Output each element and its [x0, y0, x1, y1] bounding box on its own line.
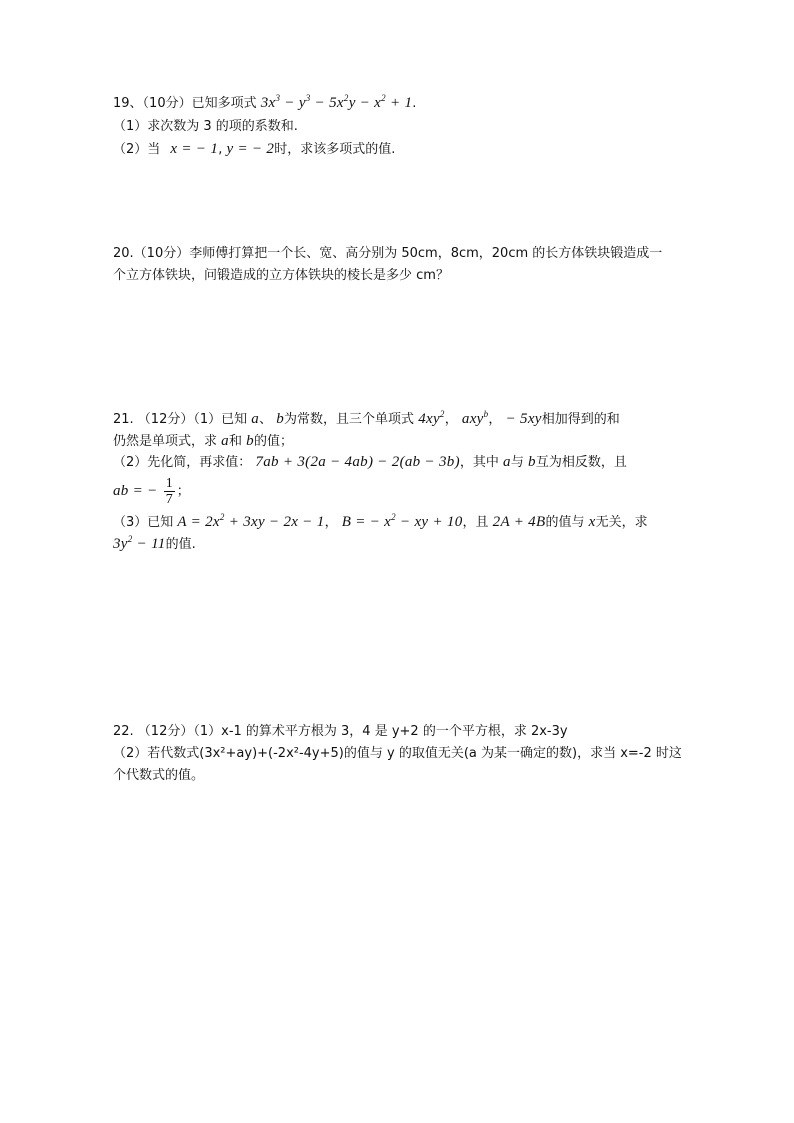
q19-polynomial: $3x^3 - y^3 - 5x^2y - x^2 + 1$ [260, 93, 413, 111]
q21-line-6: $3y^2 - 11$的值. [113, 534, 196, 552]
q21-monomial-2: axy$^b$ [461, 409, 489, 427]
q19-heading: 19、（10分）已知多项式 [113, 96, 257, 111]
q21-line-3: （2）先化简，再求值： 7ab + 3(2a − 4ab) − 2(ab − 3b)，其中 a与 b互为相反数，且 [113, 454, 627, 470]
q21-line-1: 21. （12分）（1）已知 a、 b为常数，且三个单项式 $4xy^2$， axy$^b$， − 5xy相加得到的和 [113, 409, 620, 427]
q21-line-5: （3）已知 $A = 2x^2 + 3xy - 2x - 1$， B = − $x^2$ − xy + 10，且 2A + 4B的值与 x无关，求 [113, 512, 648, 530]
q21-expression: 7ab + 3(2a − 4ab) − 2(ab − 3b) [255, 454, 460, 470]
q19-part-1: （1）求次数为 3 的项的系数和. [113, 119, 298, 134]
q21-B-definition: B = − $x^2$ − xy + 10 [341, 512, 463, 530]
q21-line-4: ab = − $\frac{1}{7}$ ； [113, 476, 190, 507]
q21-line-2: 仍然是单项式，求 a和 b的值； [113, 433, 293, 449]
q21-A-definition: $A = 2x^2 + 3xy - 2x - 1$ [177, 512, 325, 530]
q19-part-2: （2）当 x = − 1, y = − 2时，求该多项式的值. [113, 141, 396, 157]
q19-y-value: y = − 2 [226, 141, 275, 157]
q22-line-3: 个代数式的值。 [113, 768, 205, 783]
q19-x-value: x = − 1 [170, 141, 219, 157]
q21-monomial-1: $4xy^2$ [418, 409, 445, 427]
q21-fraction: $\frac{1}{7}$ [165, 476, 173, 507]
q20-line-1: 20.（10分）李师傅打算把一个长、宽、高分别为 50cm，8cm，20cm 的长方体铁块锻造成一 [113, 246, 663, 261]
q21-target-expression: $3y^2 - 11$ [113, 534, 166, 552]
q22-line-2: （2）若代数式(3x²+ay)+(-2x²-4y+5)的值与 y 的取值无关(a 为某一确定的数)，求当 x=-2 时这 [113, 746, 682, 761]
q20-line-2: 个立方体铁块，问锻造成的立方体铁块的棱长是多少 cm？ [113, 268, 449, 283]
q21-monomial-3: − 5xy [505, 411, 542, 427]
q22-line-1: 22. （12分）（1）x-1 的算术平方根为 3，4 是 y+2 的一个平方根，求 2x-3y [113, 724, 568, 739]
q19-line-1: 19、（10分）已知多项式 $3x^3 - y^3 - 5x^2y - x^2 + 1$. [113, 93, 417, 111]
